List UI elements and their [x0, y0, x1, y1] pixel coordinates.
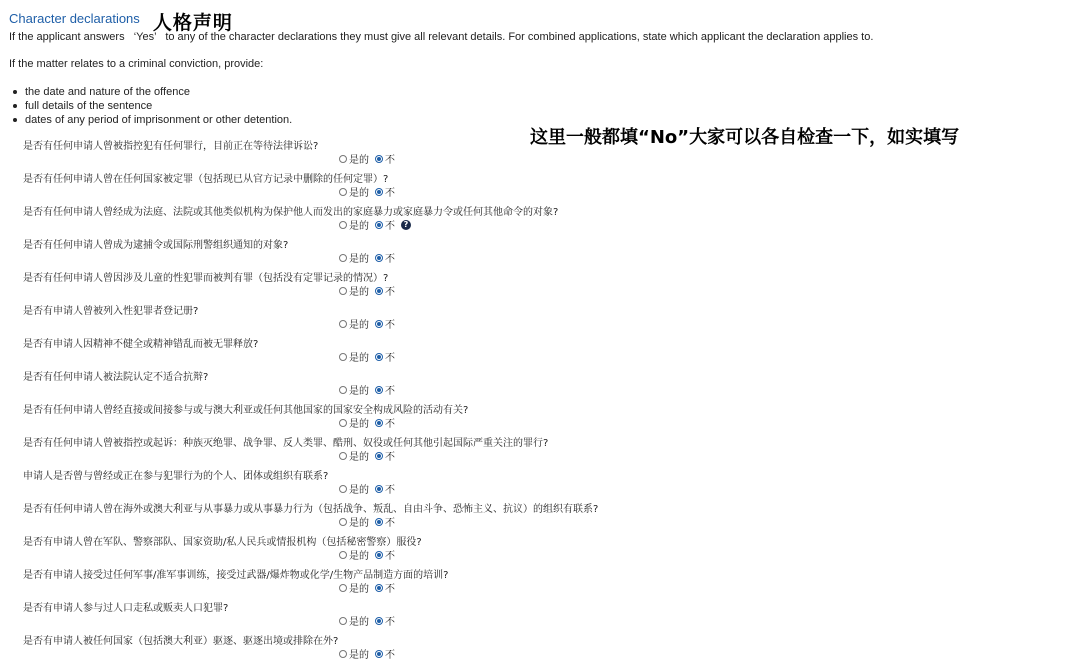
radio-no-label[interactable]: 不 [385, 254, 395, 265]
radio-no-label[interactable]: 不 [385, 155, 395, 166]
radio-no-label[interactable]: 不 [385, 188, 395, 199]
answer-options [339, 283, 401, 298]
radio-no[interactable] [375, 287, 383, 295]
question-text: 是否有申请人被任何国家（包括澳大利亚）驱逐、驱逐出境或排除在外? [23, 636, 339, 647]
question-row [0, 268, 1080, 301]
radio-yes[interactable] [339, 221, 347, 229]
annotation-note: 这里一般都填“No”大家可以各自检查一下，如实填写 [530, 127, 960, 148]
radio-yes-label[interactable]: 是的 [349, 551, 369, 562]
radio-no[interactable] [375, 353, 383, 361]
question-text: 是否有申请人曾被列入性犯罪者登记册? [23, 306, 199, 317]
radio-yes-label[interactable]: 是的 [349, 617, 369, 628]
answer-options [339, 580, 401, 595]
answer-options [339, 250, 401, 265]
radio-no-label[interactable]: 不 [385, 353, 395, 364]
question-row [0, 136, 1080, 169]
radio-no-label[interactable]: 不 [385, 551, 395, 562]
radio-yes-label[interactable]: 是的 [349, 353, 369, 364]
radio-yes[interactable] [339, 452, 347, 460]
radio-yes[interactable] [339, 155, 347, 163]
question-row [0, 202, 1080, 235]
section-title: Character declarations [9, 11, 140, 26]
question-row [0, 466, 1080, 499]
radio-no-label[interactable]: 不 [385, 320, 395, 331]
question-row [0, 301, 1080, 334]
radio-no[interactable] [375, 518, 383, 526]
question-text: 是否有任何申请人曾经直接或间接参与或与澳大利亚或任何其他国家的国家安全构成风险的活动有关? [23, 405, 469, 416]
answer-options [339, 613, 401, 628]
question-row [0, 631, 1080, 664]
radio-no[interactable] [375, 221, 383, 229]
radio-no-label[interactable]: 不 [385, 419, 395, 430]
answer-options [339, 349, 401, 364]
intro-text: If the applicant answers ‘Yes’ to any of the character declarations they must give all relevant details. For combined applications, state which applicant the declaration applies to. [9, 31, 874, 43]
answer-options [339, 151, 401, 166]
list-item: the date and nature of the offence [12, 85, 292, 99]
radio-yes[interactable] [339, 254, 347, 262]
radio-no[interactable] [375, 551, 383, 559]
radio-yes[interactable] [339, 518, 347, 526]
question-text: 是否有任何申请人曾被指控犯有任何罪行，目前正在等待法律诉讼? [23, 141, 319, 152]
radio-no[interactable] [375, 188, 383, 196]
question-row [0, 367, 1080, 400]
list-item: dates of any period of imprisonment or other detention. [12, 113, 292, 127]
question-row [0, 235, 1080, 268]
question-text: 是否有申请人接受过任何军事/准军事训练，接受过武器/爆炸物或化学/生物产品制造方面的培训? [23, 570, 449, 581]
answer-options [339, 514, 401, 529]
radio-yes[interactable] [339, 551, 347, 559]
radio-no[interactable] [375, 485, 383, 493]
question-row [0, 532, 1080, 565]
radio-no[interactable] [375, 320, 383, 328]
radio-yes-label[interactable]: 是的 [349, 518, 369, 529]
answer-options [339, 382, 401, 397]
radio-yes[interactable] [339, 320, 347, 328]
answer-options [339, 184, 401, 199]
radio-no-label[interactable]: 不 [385, 287, 395, 298]
question-text: 是否有申请人曾在军队、警察部队、国家资助/私人民兵或情报机构（包括秘密警察）服役? [23, 537, 422, 548]
radio-yes-label[interactable]: 是的 [349, 419, 369, 430]
answer-options [339, 481, 401, 496]
radio-yes-label[interactable]: 是的 [349, 287, 369, 298]
radio-no-label[interactable]: 不 [385, 485, 395, 496]
annotation-title: 人格声明 [152, 12, 233, 34]
radio-yes[interactable] [339, 584, 347, 592]
question-row [0, 499, 1080, 532]
question-text: 是否有任何申请人曾在任何国家被定罪（包括现已从官方记录中删除的任何定罪）? [23, 174, 389, 185]
radio-yes[interactable] [339, 353, 347, 361]
radio-no-label[interactable]: 不 [385, 518, 395, 529]
question-row [0, 433, 1080, 466]
question-list [0, 136, 1080, 664]
criminal-conviction-lead: If the matter relates to a criminal conviction, provide: [9, 58, 264, 70]
answer-options [339, 415, 401, 430]
answer-options [339, 646, 401, 661]
question-row [0, 565, 1080, 598]
question-text: 是否有申请人参与过人口走私或贩卖人口犯罪? [23, 603, 229, 614]
radio-no[interactable] [375, 419, 383, 427]
radio-yes-label[interactable]: 是的 [349, 320, 369, 331]
answer-options [339, 448, 401, 463]
radio-yes[interactable] [339, 386, 347, 394]
help-icon[interactable]: ? [401, 220, 411, 230]
question-text: 是否有任何申请人曾因涉及儿童的性犯罪而被判有罪（包括没有定罪记录的情况）? [23, 273, 389, 284]
criminal-conviction-list [12, 85, 292, 127]
radio-yes[interactable] [339, 419, 347, 427]
answer-options [339, 217, 411, 232]
radio-no-label[interactable]: 不 [385, 650, 395, 661]
question-text: 是否有任何申请人被法院认定不适合抗辩? [23, 372, 209, 383]
list-item: full details of the sentence [12, 99, 292, 113]
question-text: 是否有任何申请人曾成为逮捕令或国际刑警组织通知的对象? [23, 240, 289, 251]
radio-yes-label[interactable]: 是的 [349, 584, 369, 595]
question-row [0, 400, 1080, 433]
question-text: 是否有申请人因精神不健全或精神错乱而被无罪释放? [23, 339, 259, 350]
radio-yes-label[interactable]: 是的 [349, 188, 369, 199]
radio-no[interactable] [375, 452, 383, 460]
radio-no[interactable] [375, 155, 383, 163]
radio-yes[interactable] [339, 485, 347, 493]
radio-no[interactable] [375, 386, 383, 394]
question-text: 是否有任何申请人曾被指控或起诉：种族灭绝罪、战争罪、反人类罪、酷刑、奴役或任何其他引起国际严重关注的罪行? [23, 438, 549, 449]
radio-yes-label[interactable]: 是的 [349, 155, 369, 166]
question-row [0, 334, 1080, 367]
radio-no[interactable] [375, 584, 383, 592]
radio-no[interactable] [375, 650, 383, 658]
radio-yes-label[interactable]: 是的 [349, 221, 369, 232]
radio-no[interactable] [375, 617, 383, 625]
answer-options [339, 547, 401, 562]
radio-no[interactable] [375, 254, 383, 262]
question-text: 申请人是否曾与曾经或正在参与犯罪行为的个人、团体或组织有联系? [23, 471, 329, 482]
radio-yes-label[interactable]: 是的 [349, 485, 369, 496]
radio-yes[interactable] [339, 617, 347, 625]
answer-options [339, 316, 401, 331]
question-text: 是否有任何申请人曾在海外或澳大利亚与从事暴力或从事暴力行为（包括战争、叛乱、自由斗争、恐怖主义、抗议）的组织有联系? [23, 504, 599, 515]
radio-no-label[interactable]: 不 [385, 221, 395, 232]
radio-no-label[interactable]: 不 [385, 452, 395, 463]
radio-yes[interactable] [339, 287, 347, 295]
radio-no-label[interactable]: 不 [385, 584, 395, 595]
question-text: 是否有任何申请人曾经成为法庭、法院或其他类似机构为保护他人而发出的家庭暴力或家庭暴力令或任何其他命令的对象? [23, 207, 559, 218]
radio-yes[interactable] [339, 650, 347, 658]
question-row [0, 598, 1080, 631]
radio-yes-label[interactable]: 是的 [349, 386, 369, 397]
radio-yes-label[interactable]: 是的 [349, 650, 369, 661]
question-row [0, 169, 1080, 202]
radio-yes-label[interactable]: 是的 [349, 452, 369, 463]
radio-no-label[interactable]: 不 [385, 617, 395, 628]
radio-no-label[interactable]: 不 [385, 386, 395, 397]
radio-yes[interactable] [339, 188, 347, 196]
radio-yes-label[interactable]: 是的 [349, 254, 369, 265]
